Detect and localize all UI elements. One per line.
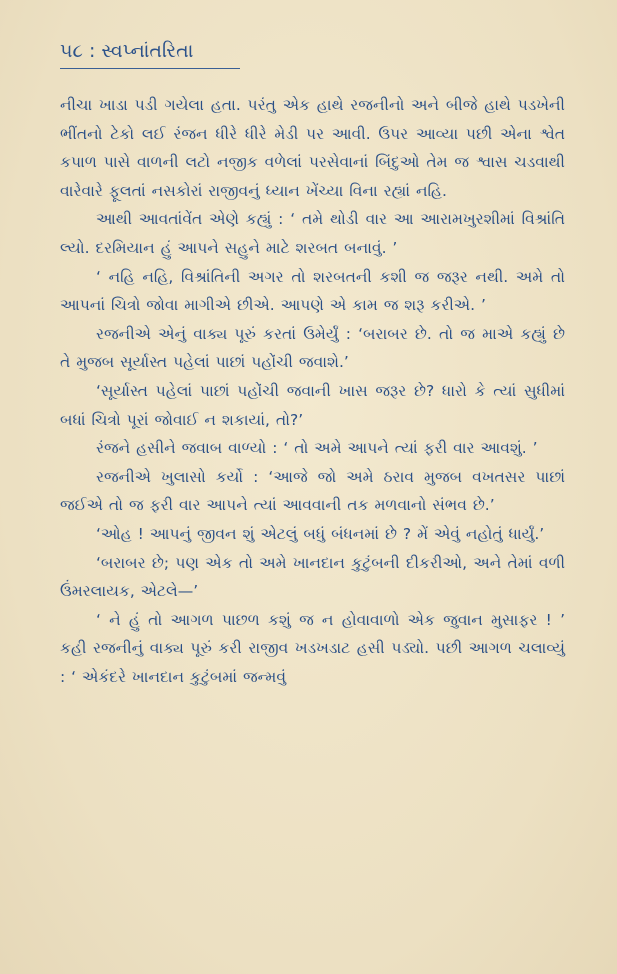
paragraph-1: નીચા ખાડા પડી ગયેલા હતા. પરંતુ એક હાથે રજનીનો અને બીજે હાથે પડખેની ભીંતનો ટેકો લઈ રંજન ધીરે ધીરે મેડી પર આવી. ઉપર આવ્યા પછી એના શ્વેત કપાળ પાસે વાળની લટો નજીક વળેલાં પરસેવાનાં બિંદુઓ તેમ જ શ્વાસ ચડવાથી વારેવારે ફૂલતાં નસકોરાં રાજીવનું ધ્યાન ખેંચ્યા વિના રહ્યાં નહિ. xyxy=(60,96,565,200)
paragraph-10: ‘ ને હું તો આગળ પાછળ કશું જ ન હોવાવાળો એક જુવાન મુસાફર ! ’ કહી રજનીનું વાક્ય પૂરું કરી રાજીવ ખડખડાટ હસી પડ્યો. પછી આગળ ચલાવ્યું : ‘ એકંદરે ખાનદાન કુટુંબમાં જન્મવું xyxy=(60,610,565,686)
paragraph-3: ‘ નહિ નહિ, વિશ્રાંતિની અગર તો શરબતની કશી જ જરૂર નથી. અમે તો આપનાં ચિત્રો જોવા માગીએ છીએ. આપણે એ કામ જ શરૂ કરીએ. ’ xyxy=(60,267,565,315)
paragraph-4: રજનીએ એનું વાક્ય પૂરું કરતાં ઉમેર્યું : ‘બરાબર છે. તો જ માએ કહ્યું છે તે મુજબ સૂર્યાસ્ત પહેલાં પાછાં પહોંચી જવાશે.’ xyxy=(60,324,565,372)
paragraph-2: આથી આવતાંવેંત એણે કહ્યું : ‘ તમે થોડી વાર આ આરામખુરશીમાં વિશ્રાંતિ લ્યો. દરમિયાન હું આપને સહુને માટે શરબત બનાવું. ’ xyxy=(60,210,565,257)
paragraph-9: ‘બરાબર છે; પણ એક તો અમે ખાનદાન કુટુંબની દીકરીઓ, અને તેમાં વળી ઉંમરલાયક, એટલે—’ xyxy=(60,553,565,601)
paragraph-5: ‘સૂર્યાસ્ત પહેલાં પાછાં પહોંચી જવાની ખાસ જરૂર છે? ધારો કે ત્યાં સુધીમાં બધાં ચિત્રો પૂરાં જોવાઈ ન શકાયાં, તો?’ xyxy=(60,381,565,429)
running-header: ૫૮ : સ્વપ્નાંતરિતા xyxy=(60,38,240,69)
paragraph-7: રજનીએ ખુલાસો કર્યો : ‘આજે જો અમે ઠરાવ મુજબ વખતસર પાછાં જઈએ તો જ ફરી વાર આપને ત્યાં આવવાની તક મળવાનો સંભવ છે.’ xyxy=(60,467,565,515)
paragraph-8: ‘ઓહ ! આપનું જીવન શું એટલું બધું બંધનમાં છે ? મેં એવું નહોતું ધાર્યું.’ xyxy=(96,524,545,543)
paragraph-6: રંજને હસીને જવાબ વાળ્યો : ‘ તો અમે આપને ત્યાં ફરી વાર આવશું. ’ xyxy=(96,439,538,458)
